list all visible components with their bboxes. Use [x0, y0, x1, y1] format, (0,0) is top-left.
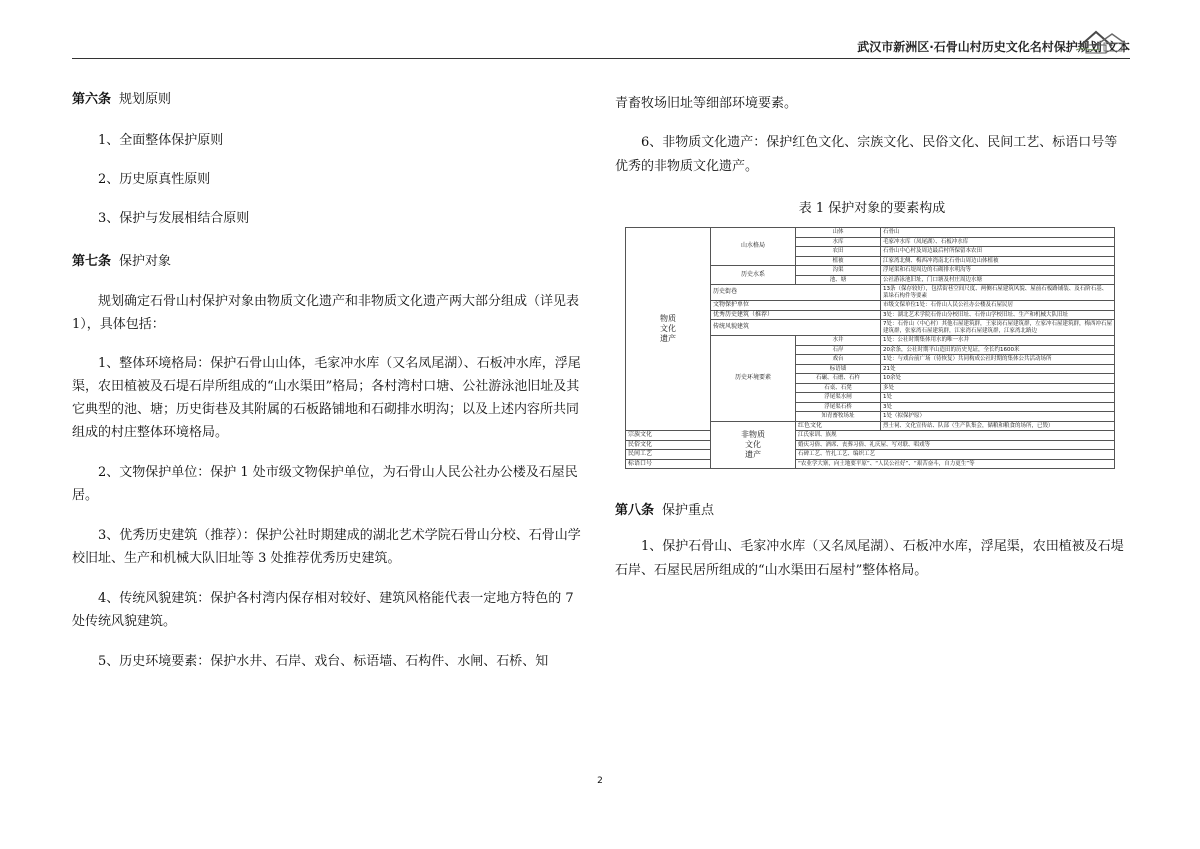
water-system-cell: 历史水系: [711, 266, 796, 285]
table-cell: 标语墙: [796, 364, 881, 374]
article-7-item-6: 6、非物质文化遗产：保护红色文化、宗族文化、民俗文化、民间工艺、标语口号等优秀的非物质文化遗产。: [615, 135, 1118, 174]
table-cell: 浮尾渠水闸: [796, 393, 881, 403]
table-cell: 文物保护单位: [711, 301, 881, 311]
article-7-item-5: 5、历史环境要素：保护水井、石岸、戏台、标语墙、石构件、水闸、石桥、知: [98, 654, 549, 669]
table-cell: 石碾、石磨、石杵: [796, 374, 881, 384]
principle-1: 1、全面整体保护原则: [98, 133, 224, 148]
table-cell: 石岸: [796, 345, 881, 355]
table-cell: 石骨山中心村及周边最后村所保留本农田: [881, 247, 1115, 257]
table-cell: 婚庆习俗、酒席、丧葬习俗、礼庆屋、写对联、唱戏等: [796, 440, 1115, 450]
table-cell: 烈士祠、文化宣传站、队部（生产队集会，储粮和粮食的场所，已毁）: [881, 421, 1115, 431]
table-cell: 3处：湖北艺术学院石骨山分校旧址、石骨山学校旧址、生产和机械大队旧址: [881, 310, 1115, 320]
article-7-label: 第七条: [72, 254, 112, 269]
article-7-item-1: 1、整体环境格局：保护石骨山山体，毛家冲水库（又名凤尾湖）、石板冲水库，浮尾渠，农田植被及石堤石岸所组成的“山水渠田”格局；各村湾村口塘、公社游泳池旧址及其它典型的池、塘；历史街巷及其附属的石板路铺地和石砌排水明沟；以及上述内容所共同组成的村庄整体环境格局。: [72, 356, 581, 440]
article-8-item-1: 1、保护石骨山、毛家冲水库（又名凤尾湖）、石板冲水库，浮尾渠，农田植被及石堤石岸、石屋民居所组成的“山水渠田石屋村”整体格局。: [615, 539, 1124, 578]
table-row: [626, 228, 1115, 238]
table-cell: 20余条，公社时期平山造田的历史见证，全长约1600米: [881, 345, 1115, 355]
right-column: [615, 94, 1129, 583]
table-cell: 1处：公社时期集体用水的唯一水井: [881, 336, 1115, 346]
table-cell: 植被: [796, 256, 881, 266]
article-6-heading: [72, 90, 584, 110]
table-cell: 历史街巷: [711, 285, 881, 301]
table-cell: 3处: [881, 402, 1115, 412]
env-elements-cell: 历史环境要素: [711, 336, 796, 422]
table-row: [626, 440, 1115, 450]
table-row: [626, 450, 1115, 460]
table-cell: 市级文保单位1处：石骨山人民公社办公楼及石屋民居: [881, 301, 1115, 311]
table-cell: 知青畜牧场址: [796, 412, 881, 422]
table-cell: 1处：与戏台前广场（待恢复）共同构成公社时期的集体公共活动场所: [881, 355, 1115, 365]
article-7-item-4: 4、传统风貌建筑：保护各村湾内保存相对较好、建筑风格能代表一定地方特色的 7 处传统风貌建筑。: [72, 591, 574, 629]
table-cell: 13条（保存较好），包括街巷空间尺度、两侧石屋建筑风貌、屋前石板路铺装、及石阶石基、菜垛石构件等要素: [881, 285, 1115, 301]
header-title: 武汉市新洲区·石骨山村历史文化名村保护规划 文本: [857, 40, 1130, 54]
tangible-heritage-cell: 物质 文化 遗产: [626, 228, 711, 431]
table-cell: 沟渠: [796, 266, 881, 276]
table-cell: 多处: [881, 383, 1115, 393]
table-cell: 10余处: [881, 374, 1115, 384]
page-number: 2: [597, 776, 603, 786]
table-cell: 石碑工艺、竹扎工艺、编织工艺: [796, 450, 1115, 460]
table-cell: 山体: [796, 228, 881, 238]
village-house-logo-icon: [1072, 26, 1132, 56]
principle-3: 3、保护与发展相结合原则: [98, 211, 250, 226]
article-6-label: 第六条: [72, 92, 112, 107]
table-cell: 7处：石骨山（中心村）其他石屋建筑群，王家岗石屋建筑群，左家冲石屋建筑群，梅西冲石屋建筑群，张家湾石屋建筑群，江家湾石屋建筑群，江家湾北路边: [881, 320, 1115, 336]
article-8-heading: [615, 501, 1129, 521]
table-cell: 石骨山: [881, 228, 1115, 238]
table-cell: 戏台: [796, 355, 881, 365]
table-cell: 标语口号: [626, 459, 711, 469]
article-7-heading: [72, 252, 584, 272]
table-cell: 水库: [796, 237, 881, 247]
table-caption: 表 1 保护对象的要素构成: [798, 201, 946, 216]
table-cell: 1处（拟保护原）: [881, 412, 1115, 422]
table-cell: 浮尾渠和石堤周边的石砌排水明沟等: [881, 266, 1115, 276]
principle-2: 2、历史原真性原则: [98, 172, 211, 187]
table-cell: 公社游泳池旧址，门口塘及村庄周边水塘: [881, 275, 1115, 285]
table-cell: 浮尾渠石桥: [796, 402, 881, 412]
table-cell: 21处: [881, 364, 1115, 374]
table-cell: 毛家冲水库（凤尾湖）、石板冲水库: [881, 237, 1115, 247]
article-8-label: 第八条: [615, 503, 655, 518]
table-cell: 宗族文化: [626, 431, 711, 441]
table-cell: 传统风貌建筑: [711, 320, 881, 336]
article-7-item-3: 3、优秀历史建筑（推荐）：保护公社时期建成的湖北艺术学院石骨山分校、石骨山学校旧址、生产和机械大队旧址等 3 处推荐优秀历史建筑。: [72, 528, 581, 566]
article-6-title: 规划原则: [119, 92, 172, 107]
table-row: [626, 459, 1115, 469]
table-row: [626, 431, 1115, 441]
table-cell: 江家湾北侧、梅西冲湾南北石骨山周边山体植被: [881, 256, 1115, 266]
table-cell: 农田: [796, 247, 881, 257]
continuation-text: 青畜牧场旧址等细部环境要素。: [615, 96, 798, 111]
article-7-intro: 规划确定石骨山村保护对象由物质文化遗产和非物质文化遗产两大部分组成（详见表1），具体包括：: [72, 294, 580, 332]
table-cell: 民俗文化: [626, 440, 711, 450]
table-cell: 石桌、石凳: [796, 383, 881, 393]
left-column: [72, 84, 584, 673]
article-7-title: 保护对象: [119, 254, 172, 269]
header-rule: [72, 58, 1130, 59]
intangible-heritage-cell: 非物质 文化 遗产: [711, 421, 796, 469]
protection-elements-table: [625, 227, 1115, 469]
table-cell: 1处: [881, 393, 1115, 403]
article-8-title: 保护重点: [662, 503, 715, 518]
landscape-cell: 山水格局: [711, 228, 796, 266]
article-7-item-2: 2、文物保护单位：保护 1 处市级文物保护单位，为石骨山人民公社办公楼及石屋民居。: [72, 465, 578, 503]
table-cell: 优秀历史建筑（推荐）: [711, 310, 881, 320]
table-cell: “农业学大寨，向土地要平原”、“人民公社好”、“艰苦奋斗，自力更生”等: [796, 459, 1115, 469]
table-cell: 池、塘: [796, 275, 881, 285]
table-cell: 江氏家训、族规: [796, 431, 1115, 441]
table-cell: 水井: [796, 336, 881, 346]
table-cell: 民间工艺: [626, 450, 711, 460]
table-cell: 红色文化: [796, 421, 881, 431]
